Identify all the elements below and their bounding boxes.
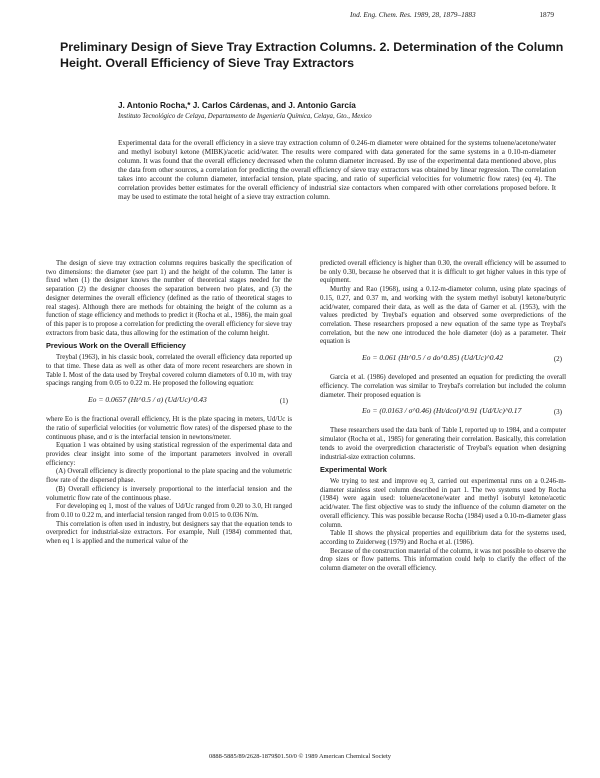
body-paragraph: (B) Overall efficiency is inversely proportional to the interfacial tension and the volumetric flow rate of the continuous phase. <box>46 485 292 502</box>
section-heading-previous-work: Previous Work on the Overall Efficiency <box>46 341 186 351</box>
body-paragraph: García et al. (1986) developed and presented an equation for predicting the overall efficiency. The correlation was similar to Treybal's correlation but included the column diameter. Their proposed equation is <box>320 374 566 399</box>
article-title: Preliminary Design of Sieve Tray Extraction Columns. 2. Determination of the Column Height. Overall Efficiency of Sieve Tray Extractors <box>60 40 564 70</box>
body-paragraph: For developing eq 1, most of the values of Ud/Uc ranged from 0.20 to 3.0, Ht ranged from 0.10 to 0.22 m, and interfacial tension ranged from 0.015 to 0.036 N/m. <box>46 503 292 519</box>
equation-2 <box>320 351 566 369</box>
equation-2-expression: Eo = 0.061 (Ht^0.5 / σ do^0.85) (Ud/Uc)^0.42 <box>362 353 504 363</box>
section-heading-experimental-work: Experimental Work <box>320 465 387 475</box>
equation-3 <box>320 404 566 422</box>
equation-3-number: (3) <box>553 408 562 417</box>
body-paragraph: Table II shows the physical properties and equilibrium data for the systems used, according to Zuiderweg (1979) and Rocha et al. (1986). <box>320 530 566 546</box>
equation-1 <box>46 393 292 411</box>
body-paragraph: These researchers used the data bank of Table I, reported up to 1984, and a computer simulator (Rocha et al., 1985) for generating their correlation. Basically, this correlation tends to avoid the overprediction characteristic of Treybal's equation when designing industrial-size extraction columns. <box>320 427 566 461</box>
copyright-footer: 0888-5885/89/2628-1879$01.50/0 © 1989 American Chemical Society <box>209 753 391 760</box>
left-column <box>46 260 292 547</box>
equation-1-expression: Eo = 0.0657 (Ht^0.5 / σ) (Ud/Uc)^0.43 <box>88 395 207 405</box>
intro-paragraph: The design of sieve tray extraction columns requires basically the specification of two dimensions: the diameter (see part 1) and the height of the column. The latter is fixed when (1) the designer knows the number of theoretical stages needed for the separation (2) the designer chooses the separation between two plates, and (3) the designer determines the overall efficiency (defined as the ratio of theoretical stages to real stages). Although there are methods for obtaining the height of the column as a function of stage efficiency and methods to predict it (Rocha et al., 1986), the main goal of this paper is to propose a correlation for predicting the overall efficiency for sieve tray extractors from basic data, thus allowing for the estimation of the column height. <box>46 260 292 337</box>
body-paragraph: Equation 1 was obtained by using statistical regression of the experimental data and provides clear insight into some of the important parameters involved in overall efficiency: <box>46 442 292 467</box>
body-paragraph: Because of the construction material of the column, it was not possible to observe the drop sizes or flow patterns. This information could help to clarify the effect of the column diameter on the overall efficiency. <box>320 547 566 573</box>
equation-2-number: (2) <box>553 355 562 364</box>
author-affiliation: Instituto Tecnológico de Celaya, Departamento de Ingeniería Química, Celaya, Gto., Mexico <box>118 113 372 120</box>
body-paragraph: (A) Overall efficiency is directly proportional to the plate spacing and the volumetric flow rate of the dispersed phase. <box>46 468 292 485</box>
body-paragraph: We trying to test and improve eq 3, carried out experimental runs on a 0.246-m-diameter stainless steel column described in part 1. The two systems used by Rocha (1984) were again used: toluene/acetone/water and methyl isobutyl ketone/acetic acid/water. The first objective was to study the influence of the column diameter on the overall efficiency. This was possible because Rocha (1984) used a 0.10-m-diameter glass column. <box>320 477 566 529</box>
page-number: 1879 <box>539 10 554 19</box>
equation-3-expression: Eo = (0.0163 / σ^0.46) (Ht/dcol)^0.91 (Ud/Uc)^0.17 <box>362 406 522 416</box>
body-paragraph: predicted overall efficiency is higher than 0.30, the overall efficiency will be assumed to be only 0.30, because he observed that it is difficult to get higher values in this type of equipment. <box>320 260 566 285</box>
journal-citation: Ind. Eng. Chem. Res. 1989, 28, 1879–1883 <box>350 10 476 19</box>
abstract: Experimental data for the overall efficiency in a sieve tray extraction column of 0.246-m diameter were obtained for the systems toluene/acetone/water and methyl isobutyl ketone (MIBK)/acetic acid/water. The results were compared with data generated for the same systems in a 0.10-m-diameter column. It was found that the overall efficiency decreased when the column diameter increased. By use of the experimental data mentioned above, plus the data from other sources, a correlation for predicting the overall efficiency of sieve tray extractors was obtained by linear regression. The correlation takes into account the column diameter, interfacial tension, plate spacing, and ratio of superficial velocities for volumetric flow rates) (eq 4). The correlation provides better estimates for the overall efficiency of industrial size contactors when compared with other correlations proposed before. It may be used to estimate the total height of a sieve tray extraction column. <box>118 139 556 202</box>
body-paragraph: This correlation is often used in industry, but designers say that the equation tends to overpredict for industrial-size extractors. For example, Null (1984) commented that, when eq 1 is applied and the numerical value of the <box>46 520 292 546</box>
body-paragraph: Murthy and Rao (1968), using a 0.12-m-diameter column, using plate spacings of 0.15, 0.27, and 0.37 m, and working with the system methyl isobutyl ketone/butyric acid/water, compared their data, as well as the data of Garner et al. (1953), with the values predicted by Treybal's equation and observed some overpredictions of the correlation. These researchers proposed a new equation of the same type as Treybal's correlation, but the new one introduced the hole diameter (do) as a parameter. Their equation is <box>320 286 566 346</box>
right-column <box>320 260 566 574</box>
author-list: J. Antonio Rocha,* J. Carlos Cárdenas, and J. Antonio García <box>118 101 356 110</box>
body-paragraph: Treybal (1963), in his classic book, correlated the overall efficiency data reported up to that time. These data as well as other data of more recent researchers are shown in Table I. Most of the data used by Treybal covered column diameters of 0.10 m, with tray spacings ranging from 0.05 to 0.22 m. He proposed the following equation: <box>46 354 292 388</box>
body-paragraph: where Eo is the fractional overall efficiency, Ht is the plate spacing in meters, Ud/Uc is the ratio of superficial velocities (or volumetric flow rates) of the dispersed phase to the continuous phase, and σ is the interfacial tension in newtons/meter. <box>46 416 292 441</box>
equation-1-number: (1) <box>279 397 288 406</box>
